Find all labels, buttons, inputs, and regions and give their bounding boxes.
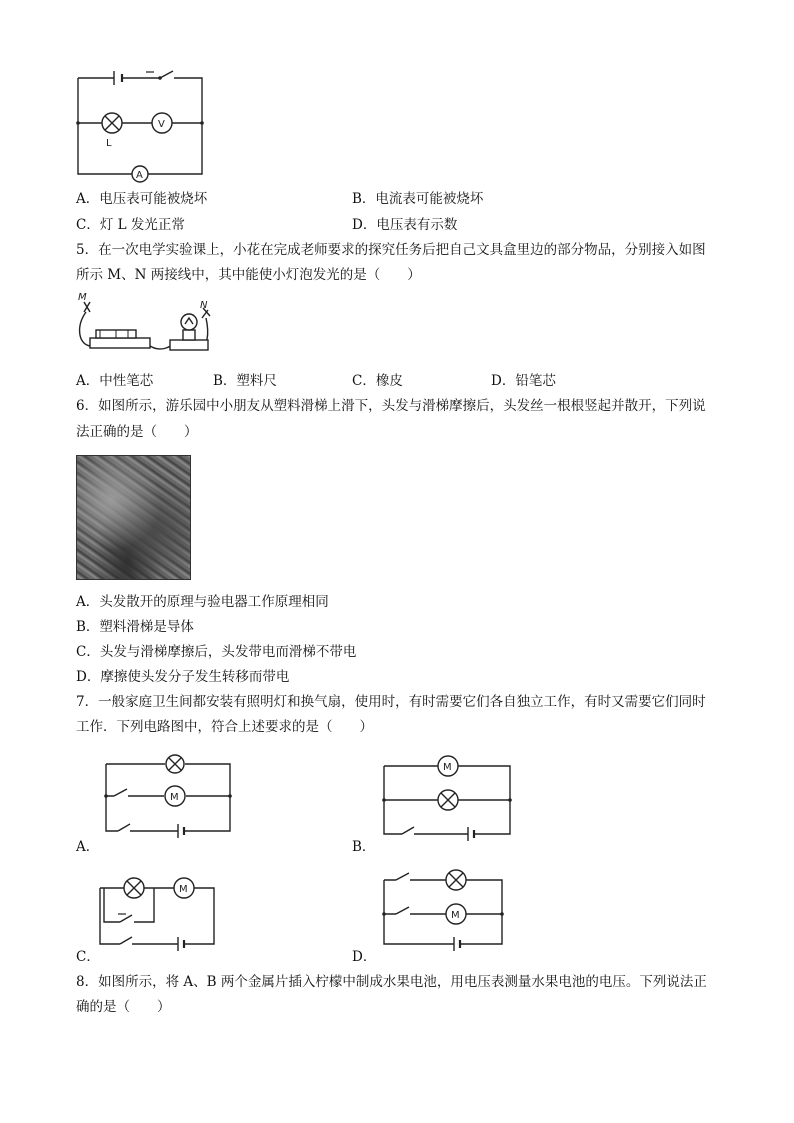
q7a-motor-symbol: M (170, 792, 179, 803)
q7c-motor-symbol: M (179, 884, 188, 895)
q4-option-d: D．电压表有示数 (352, 217, 458, 233)
q7-circuit-b (380, 756, 516, 838)
q5-option-b: B．塑料尺 (213, 373, 277, 389)
q8-stem-line2: 确的是（ ） (76, 999, 171, 1015)
q7-option-a-label: A． (76, 839, 100, 855)
q6-stem-line2: 法正确的是（ ） (76, 424, 198, 440)
q7-option-c-label: C． (76, 949, 100, 965)
q6-option-d: D．摩擦使头发分子发生转移而带电 (76, 669, 290, 685)
q6-stem-line1: 6．如图所示，游乐园中小朋友从塑料滑梯上滑下，头发与滑梯摩擦后，头发丝一根根竖起并散开，下列说 (76, 398, 706, 414)
q8-stem-line1: 8．如图所示，将 A、B 两个金属片插入柠檬中制成水果电池，用电压表测量水果电池的电压。下列说法正 (76, 974, 707, 990)
q5-stem-line1: 5．在一次电学实验课上，小花在完成老师要求的探究任务后把自己文具盒里边的部分物品，分别接入如图 (76, 242, 706, 258)
q5-m-label: M (78, 292, 87, 303)
q4-lamp-label: L (106, 138, 112, 149)
q5-option-d: D．铅笔芯 (491, 373, 556, 389)
q6-option-b: B．塑料滑梯是导体 (76, 619, 194, 635)
q7-stem-line2: 工作．下列电路图中，符合上述要求的是（ ） (76, 719, 373, 735)
q6-slide-hair-photo (76, 455, 191, 580)
q5-option-a: A．中性笔芯 (76, 373, 154, 389)
q7d-motor-symbol: M (451, 910, 460, 921)
q6-option-a: A．头发散开的原理与验电器工作原理相同 (76, 594, 329, 610)
q7-circuit-c (96, 874, 226, 950)
q7-stem-line1: 7．一般家庭卫生间都安装有照明灯和换气扇，使用时，有时需要它们各自独立工作，有时又需要它们同时 (76, 694, 706, 710)
q7-option-d-label: D． (352, 949, 377, 965)
q5-circuit-diagram (70, 286, 220, 358)
q4-option-a: A．电压表可能被烧坏 (76, 191, 208, 207)
q4-ammeter-symbol: A (136, 170, 143, 181)
q6-option-c: C．头发与滑梯摩擦后，头发带电而滑梯不带电 (76, 644, 357, 660)
q5-option-c: C．橡皮 (352, 373, 403, 389)
q5-n-label: N (200, 300, 208, 311)
q4-option-b: B．电流表可能被烧坏 (352, 191, 484, 207)
q4-circuit-diagram (70, 66, 210, 181)
q7-option-b-label: B． (352, 839, 376, 855)
q5-stem-line2: 所示 M、N 两接线中，其中能使小灯泡发光的是（ ） (76, 267, 421, 283)
q7-circuit-a (100, 756, 236, 836)
q4-option-c: C．灯 L 发光正常 (76, 217, 185, 233)
q7b-motor-symbol: M (443, 762, 452, 773)
q7-circuit-d (380, 866, 510, 950)
q4-voltmeter-symbol: V (158, 119, 165, 130)
